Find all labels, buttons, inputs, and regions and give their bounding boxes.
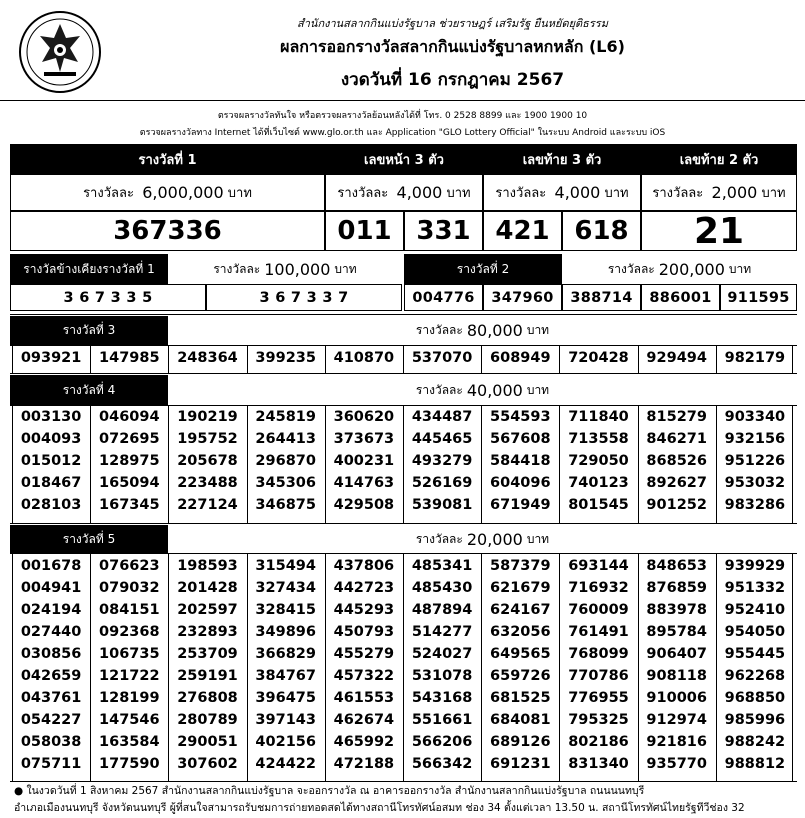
prize-number: 276808 <box>177 690 238 706</box>
prize-number: 259191 <box>177 668 238 684</box>
column-line <box>403 553 404 781</box>
prize-number: 988812 <box>724 756 786 772</box>
second-prize-label: รางวัลที่ 2 <box>404 254 562 284</box>
near-prize-label: รางวัลข้างเคียงรางวัลที่ 1 <box>10 254 168 284</box>
column-line <box>247 345 248 373</box>
prize-number: 983286 <box>724 497 786 513</box>
prize-number: 935770 <box>646 756 707 772</box>
prize-number: 201428 <box>177 580 238 596</box>
prize-number: 567608 <box>490 431 551 447</box>
section-divider <box>10 373 797 374</box>
column-line <box>792 345 793 373</box>
prize-number: 720428 <box>568 350 629 366</box>
prize-number: 232893 <box>177 624 238 640</box>
prize-number: 485341 <box>411 558 473 574</box>
third-prize-label: รางวัลที่ 3 <box>10 316 168 345</box>
prize-number: 632056 <box>490 624 551 640</box>
prize-number: 760009 <box>568 602 629 618</box>
footer-note-line1: ● ในงวดวันที่ 1 สิงหาคม 2567 สำนักงานสลากกินแบ่งรัฐบาล จะออกรางวัล ณ อาคารออกรางวัล สำนักงานสลากกินแบ่งรัฐบาล ถนนนนทบุรี <box>14 785 645 797</box>
prize-number: 445293 <box>333 602 395 618</box>
front3-amount: รางวัลละ 4,000 บาท <box>325 174 483 211</box>
prize-number: 227124 <box>177 497 238 513</box>
section-divider <box>10 523 797 524</box>
fifth-prize-label: รางวัลที่ 5 <box>10 525 168 553</box>
second-prize-number: 347960 <box>483 284 562 311</box>
glo-emblem-icon <box>18 10 102 94</box>
prize-number: 092368 <box>99 624 160 640</box>
prize-number: 147985 <box>99 350 160 366</box>
column-line <box>12 405 13 523</box>
prize-number: 054227 <box>20 712 82 728</box>
column-line <box>638 553 639 781</box>
prize-number: 951332 <box>724 580 786 596</box>
prize-number: 015012 <box>20 453 82 469</box>
prize-number: 729050 <box>568 453 629 469</box>
column-line <box>638 345 639 373</box>
prize-number: 248364 <box>177 350 238 366</box>
back3-number: 618 <box>562 211 641 251</box>
prize-number: 953032 <box>724 475 786 491</box>
prize-number: 128199 <box>99 690 160 706</box>
prize-number: 434487 <box>411 409 473 425</box>
column-line <box>325 345 326 373</box>
third-prize-amount: รางวัลละ 80,000 บาท <box>415 321 550 340</box>
prize-number: 624167 <box>490 602 551 618</box>
prize-number: 801545 <box>568 497 629 513</box>
near-prize-number: 3 6 7 3 3 7 <box>206 284 402 311</box>
fourth-prize-label: รางวัลที่ 4 <box>10 375 168 405</box>
prize-number: 846271 <box>646 431 707 447</box>
prize-number: 024194 <box>20 602 82 618</box>
column-line <box>559 553 560 781</box>
prize-number: 072695 <box>99 431 160 447</box>
back3-amount: รางวัลละ 4,000 บาท <box>483 174 641 211</box>
prize-number: 982179 <box>724 350 786 366</box>
prize-number: 396475 <box>255 690 316 706</box>
column-line <box>716 553 717 781</box>
prize-number: 315494 <box>255 558 316 574</box>
prize-number: 465992 <box>333 734 395 750</box>
column-line <box>481 345 482 373</box>
prize-number: 955445 <box>724 646 786 662</box>
prize-number: 349896 <box>255 624 316 640</box>
prize-number: 659726 <box>490 668 551 684</box>
prize-number: 424422 <box>255 756 316 772</box>
prize-number: 684081 <box>490 712 551 728</box>
prize-number: 290051 <box>177 734 238 750</box>
prize-number: 400231 <box>333 453 395 469</box>
back2-number: 21 <box>641 211 797 251</box>
footer-divider <box>10 781 797 782</box>
prize-number: 004941 <box>20 580 82 596</box>
prize-number: 195752 <box>177 431 238 447</box>
prize-number: 716932 <box>568 580 629 596</box>
header-divider <box>0 100 805 101</box>
prize-number: 761491 <box>568 624 629 640</box>
prize-number: 831340 <box>568 756 629 772</box>
prize-number: 543168 <box>411 690 473 706</box>
prize-number: 003130 <box>20 409 82 425</box>
prize-number: 093921 <box>20 350 82 366</box>
prize-number: 205678 <box>177 453 238 469</box>
prize-number: 106735 <box>99 646 160 662</box>
column-line <box>559 405 560 523</box>
second-prize-number: 004776 <box>404 284 483 311</box>
second-prize-number: 911595 <box>720 284 797 311</box>
section-divider <box>10 314 797 315</box>
column-line <box>559 345 560 373</box>
info-phone: ตรวจผลรางวัลทันใจ หรือตรวจผลรางวัลย้อนหลังได้ที่ โทร. 0 2528 8899 และ 1900 1900 10 <box>217 111 588 121</box>
prize-number: 046094 <box>99 409 160 425</box>
prize-number: 121722 <box>99 668 160 684</box>
prize-number: 373673 <box>333 431 395 447</box>
column-line <box>716 345 717 373</box>
column-line <box>168 345 169 373</box>
prize-number: 472188 <box>333 756 395 772</box>
prize-number: 084151 <box>99 602 160 618</box>
column-line <box>325 553 326 781</box>
prize-number: 346875 <box>255 497 316 513</box>
prize-number: 954050 <box>724 624 786 640</box>
prize-number: 147546 <box>99 712 160 728</box>
second-prize-number: 388714 <box>562 284 641 311</box>
front3-number: 331 <box>404 211 483 251</box>
prize-number: 163584 <box>99 734 160 750</box>
prize-number: 848653 <box>646 558 707 574</box>
org-motto: สำนักงานสลากกินแบ่งรัฐบาล ช่วยราษฎร์ เสริมรัฐ ยืนหยัดยุติธรรม <box>297 17 608 30</box>
prize-number: 671949 <box>490 497 551 513</box>
prize-number: 514277 <box>411 624 473 640</box>
second-prize-amount: รางวัลละ 200,000 บาท <box>607 259 752 279</box>
first-prize-amount: รางวัลละ 6,000,000 บาท <box>10 174 325 211</box>
prize-number: 962268 <box>724 668 786 684</box>
prize-number: 223488 <box>177 475 238 491</box>
prize-number: 058038 <box>20 734 82 750</box>
prize-number: 895784 <box>646 624 707 640</box>
column-line <box>481 553 482 781</box>
prize-number: 445465 <box>411 431 473 447</box>
prize-number: 681525 <box>490 690 551 706</box>
prize-number: 202597 <box>177 602 238 618</box>
prize-number: 770786 <box>568 668 629 684</box>
prize-number: 740123 <box>568 475 629 491</box>
column-line <box>90 553 91 781</box>
fourth-prize-amount: รางวัลละ 40,000 บาท <box>415 380 550 400</box>
prize-number: 253709 <box>177 646 238 662</box>
prize-number: 876859 <box>646 580 707 596</box>
prize-number: 128975 <box>99 453 160 469</box>
prize-number: 968850 <box>724 690 786 706</box>
prize-number: 901252 <box>646 497 707 513</box>
draw-date: งวดวันที่ 16 กรกฎาคม 2567 <box>340 70 565 90</box>
prize-number: 366829 <box>255 646 316 662</box>
column-line <box>638 405 639 523</box>
column-line <box>12 345 13 373</box>
prize-number: 487894 <box>411 602 473 618</box>
info-internet: ตรวจผลรางวัลทาง Internet ได้ที่เว็บไซต์ www.glo.or.th และ Application "GLO Lottery Official" ในระบบ Android และระบบ iOS <box>139 128 666 138</box>
prize-number: 988242 <box>724 734 786 750</box>
prize-number: 177590 <box>99 756 160 772</box>
back3-number: 421 <box>483 211 562 251</box>
prize-number: 711840 <box>568 409 629 425</box>
column-line <box>481 405 482 523</box>
prize-number: 397143 <box>255 712 316 728</box>
prize-number: 442723 <box>333 580 395 596</box>
prize-number: 932156 <box>724 431 786 447</box>
front3-number: 011 <box>325 211 404 251</box>
prize-number: 713558 <box>568 431 629 447</box>
prize-number: 939929 <box>724 558 786 574</box>
fifth-prize-amount: รางวัลละ 20,000 บาท <box>415 529 550 549</box>
prize-number: 001678 <box>20 558 82 574</box>
column-line <box>403 405 404 523</box>
prize-number: 410870 <box>333 350 395 366</box>
prize-number: 028103 <box>20 497 82 513</box>
prize-number: 360620 <box>333 409 395 425</box>
prize-number: 399235 <box>255 350 316 366</box>
prize-number: 691231 <box>490 756 551 772</box>
prize-number: 076623 <box>99 558 160 574</box>
near-prize-number: 3 6 7 3 3 5 <box>10 284 206 311</box>
column-line <box>325 405 326 523</box>
prize-number: 584418 <box>490 453 551 469</box>
prize-number: 043761 <box>20 690 82 706</box>
prize-number: 776955 <box>568 690 629 706</box>
column-line <box>90 345 91 373</box>
prize-number: 689126 <box>490 734 551 750</box>
prize-number: 457322 <box>333 668 395 684</box>
prize-number: 921816 <box>646 734 707 750</box>
prize-number: 190219 <box>177 409 238 425</box>
prize-number: 537070 <box>411 350 473 366</box>
back2-amount: รางวัลละ 2,000 บาท <box>641 174 797 211</box>
prize-number: 883978 <box>646 602 707 618</box>
prize-number: 402156 <box>255 734 316 750</box>
prize-number: 167345 <box>99 497 160 513</box>
first-prize-number: 367336 <box>10 211 325 251</box>
column-line <box>90 405 91 523</box>
column-line <box>403 345 404 373</box>
prize-number: 608949 <box>490 350 551 366</box>
column-line <box>716 405 717 523</box>
front3-header: เลขหน้า 3 ตัว <box>325 144 483 174</box>
prize-number: 004093 <box>20 431 82 447</box>
prize-number: 030856 <box>20 646 82 662</box>
prize-number: 384767 <box>255 668 316 684</box>
prize-number: 493279 <box>411 453 473 469</box>
prize-number: 450793 <box>333 624 395 640</box>
prize-number: 027440 <box>20 624 82 640</box>
column-line <box>792 405 793 523</box>
prize-number: 075711 <box>20 756 82 772</box>
prize-number: 802186 <box>568 734 629 750</box>
prize-number: 892627 <box>646 475 707 491</box>
prize-number: 566342 <box>411 756 473 772</box>
prize-number: 952410 <box>724 602 786 618</box>
back2-header: เลขท้าย 2 ตัว <box>641 144 797 174</box>
prize-number: 649565 <box>490 646 551 662</box>
prize-number: 908118 <box>646 668 707 684</box>
prize-number: 455279 <box>333 646 395 662</box>
prize-number: 526169 <box>411 475 473 491</box>
second-prize-number: 886001 <box>641 284 720 311</box>
prize-number: 485430 <box>411 580 473 596</box>
prize-number: 280789 <box>177 712 238 728</box>
prize-number: 795325 <box>568 712 629 728</box>
first-prize-header: รางวัลที่ 1 <box>10 144 325 174</box>
prize-number: 910006 <box>646 690 707 706</box>
prize-number: 951226 <box>724 453 786 469</box>
near-prize-amount: รางวัลละ 100,000 บาท <box>213 259 357 279</box>
prize-number: 264413 <box>255 431 316 447</box>
column-line <box>247 553 248 781</box>
column-line <box>168 405 169 523</box>
prize-number: 462674 <box>333 712 395 728</box>
prize-number: 531078 <box>411 668 473 684</box>
prize-number: 327434 <box>255 580 316 596</box>
footer-note-line2: อำเภอเมืองนนทบุรี จังหวัดนนทบุรี ผู้ที่สนใจสามารถรับชมการถ่ายทอดสดได้ทางสถานีโทรทัศน์อสมท ช่อง 34 ตั้งแต่เวลา 13.50 น. สถานีโทรทัศน์ไทยรัฐทีวีช่อง 32 <box>14 802 745 814</box>
column-line <box>792 553 793 781</box>
prize-number: 551661 <box>411 712 473 728</box>
prize-number: 903340 <box>724 409 786 425</box>
page-title: ผลการออกรางวัลสลากกินแบ่งรัฐบาลหกหลัก (L6) <box>280 37 625 56</box>
prize-number: 307602 <box>177 756 238 772</box>
prize-number: 693144 <box>568 558 629 574</box>
column-line <box>247 405 248 523</box>
column-line <box>168 553 169 781</box>
prize-number: 985996 <box>724 712 786 728</box>
prize-number: 429508 <box>333 497 395 513</box>
prize-number: 414763 <box>333 475 395 491</box>
prize-number: 539081 <box>411 497 473 513</box>
prize-number: 042659 <box>20 668 82 684</box>
prize-number: 198593 <box>177 558 238 574</box>
prize-number: 461553 <box>333 690 395 706</box>
prize-number: 929494 <box>646 350 707 366</box>
prize-number: 165094 <box>99 475 160 491</box>
column-line <box>12 553 13 781</box>
prize-number: 912974 <box>646 712 707 728</box>
prize-number: 524027 <box>411 646 473 662</box>
prize-number: 815279 <box>646 409 707 425</box>
prize-number: 621679 <box>490 580 551 596</box>
prize-number: 437806 <box>333 558 395 574</box>
prize-number: 079032 <box>99 580 160 596</box>
prize-number: 296870 <box>255 453 316 469</box>
back3-header: เลขท้าย 3 ตัว <box>483 144 641 174</box>
prize-number: 018467 <box>20 475 82 491</box>
prize-number: 587379 <box>490 558 551 574</box>
prize-number: 868526 <box>646 453 707 469</box>
prize-number: 554593 <box>490 409 551 425</box>
prize-number: 566206 <box>411 734 473 750</box>
prize-number: 328415 <box>255 602 316 618</box>
prize-number: 768099 <box>568 646 629 662</box>
prize-number: 906407 <box>646 646 707 662</box>
prize-number: 604096 <box>490 475 551 491</box>
prize-number: 345306 <box>255 475 316 491</box>
prize-number: 245819 <box>255 409 316 425</box>
